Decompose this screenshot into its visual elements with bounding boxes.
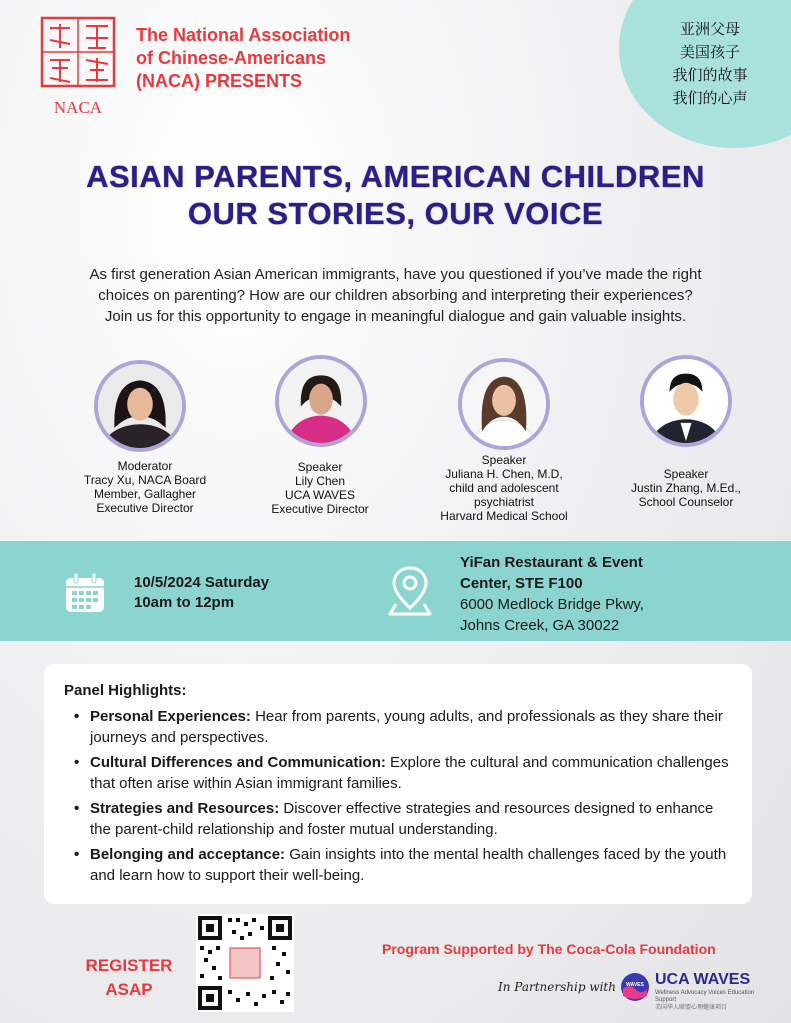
highlight-title: Cultural Differences and Communication: bbox=[90, 754, 386, 771]
speaker-line: Executive Director bbox=[271, 502, 369, 516]
speaker-caption-lily bbox=[220, 460, 420, 516]
speaker-line: Harvard Medical School bbox=[440, 509, 568, 523]
speaker-line: Executive Director bbox=[96, 501, 194, 515]
chinese-title bbox=[650, 18, 770, 110]
uca-waves-logo-icon bbox=[620, 972, 650, 1002]
panel-highlights-list bbox=[72, 706, 732, 890]
location-pin-icon bbox=[386, 564, 434, 618]
speaker-role: Moderator bbox=[117, 459, 173, 473]
panel-title: Panel Highlights: bbox=[64, 682, 187, 699]
uca-waves-badge: WAVES bbox=[626, 982, 644, 988]
speaker-line: Member, Gallagher bbox=[93, 487, 197, 501]
list-item bbox=[72, 752, 732, 794]
list-item bbox=[72, 706, 732, 748]
highlight-title: Strategies and Resources: bbox=[90, 800, 280, 817]
registration-qr-code[interactable] bbox=[196, 914, 294, 1012]
chinese-line: 我们的心声 bbox=[672, 89, 748, 107]
partnership-text: In Partnership with bbox=[498, 980, 616, 994]
speaker-role: Speaker bbox=[663, 467, 709, 481]
partner-subtitle-en: Wellness Advocacy Voices Education Support bbox=[655, 990, 755, 1003]
intro-line: As first generation Asian American immigrants, have you questioned if you’ve made the right bbox=[89, 266, 702, 283]
event-title bbox=[20, 158, 771, 232]
venue-address: 6000 Medlock Bridge Pkwy, bbox=[460, 596, 644, 613]
chinese-line: 美国孩子 bbox=[679, 43, 740, 61]
speaker-photo-justin bbox=[640, 355, 732, 447]
speaker-role: Speaker bbox=[297, 460, 343, 474]
event-date-time bbox=[134, 573, 269, 613]
org-title-line: The National Association bbox=[136, 25, 351, 45]
partner-name: UCA WAVES bbox=[655, 971, 751, 988]
intro-paragraph bbox=[40, 264, 751, 327]
partner-subtitle bbox=[655, 990, 775, 1011]
speaker-caption-justin bbox=[586, 467, 786, 509]
event-venue bbox=[460, 552, 644, 636]
venue-name: YiFan Restaurant & Event bbox=[460, 554, 643, 571]
org-title-line: of Chinese-Americans bbox=[136, 48, 327, 68]
highlight-title: Belonging and acceptance: bbox=[90, 846, 286, 863]
list-item bbox=[72, 798, 732, 840]
speaker-caption-tracy bbox=[40, 459, 250, 515]
org-title bbox=[136, 24, 426, 93]
chinese-line: 亚洲父母 bbox=[679, 20, 740, 38]
highlight-text: Hear from parents, young adults, and professionals as they share their journeys and perspectives. bbox=[90, 708, 723, 746]
register-line: ASAP bbox=[105, 980, 153, 999]
speaker-photo-juliana bbox=[458, 358, 550, 450]
partner-subtitle-zh: 美国华人联盟心理健康项目 bbox=[655, 1004, 728, 1011]
speaker-line: Juliana H. Chen, M.D, bbox=[445, 467, 563, 481]
highlight-text: Explore the cultural and communication challenges that often arise within Asian immigrant families. bbox=[90, 754, 729, 792]
speaker-line: Tracy Xu, NACA Board bbox=[83, 473, 207, 487]
speaker-line: psychiatrist bbox=[473, 495, 535, 509]
org-title-line: (NACA) PRESENTS bbox=[136, 71, 303, 91]
highlight-text: Gain insights into the mental health challenges faced by the youth and learn how to support their well-being. bbox=[90, 846, 727, 884]
list-item bbox=[72, 844, 732, 886]
event-title-line2: OUR STORIES, OUR VOICE bbox=[187, 196, 604, 231]
highlight-title: Personal Experiences: bbox=[90, 708, 251, 725]
speaker-caption-juliana bbox=[404, 453, 604, 523]
intro-line: Join us for this opportunity to engage in meaningful dialogue and gain valuable insights. bbox=[104, 308, 687, 325]
chinese-line: 我们的故事 bbox=[672, 66, 748, 84]
register-line: REGISTER bbox=[85, 956, 173, 975]
calendar-icon bbox=[64, 572, 106, 614]
speaker-line: Justin Zhang, M.Ed., bbox=[630, 481, 742, 495]
speaker-photo-lily bbox=[275, 355, 367, 447]
speaker-line: UCA WAVES bbox=[284, 488, 355, 502]
event-date: 10/5/2024 Saturday bbox=[134, 574, 270, 591]
event-title-line1: ASIAN PARENTS, AMERICAN CHILDREN bbox=[86, 159, 705, 194]
venue-suite: Center, STE F100 bbox=[460, 575, 583, 592]
naca-logo bbox=[38, 14, 118, 118]
venue-city: Johns Creek, GA 30022 bbox=[460, 617, 620, 634]
sponsor-text: Program Supported by The Coca-Cola Foundation bbox=[382, 941, 716, 957]
highlight-text: Discover effective strategies and resources designed to enhance the parent-child relationship and foster mutual understanding. bbox=[90, 800, 714, 838]
intro-line: choices on parenting? How are our children absorbing and interpreting their experiences? bbox=[98, 287, 693, 304]
speaker-role: Speaker bbox=[481, 453, 527, 467]
logo-text: NACA bbox=[53, 98, 103, 117]
register-label bbox=[70, 954, 188, 1002]
speaker-line: child and adolescent bbox=[449, 481, 559, 495]
event-time: 10am to 12pm bbox=[134, 594, 235, 611]
speaker-photo-tracy bbox=[94, 360, 186, 452]
speaker-line: School Counselor bbox=[638, 495, 734, 509]
speaker-line: Lily Chen bbox=[294, 474, 346, 488]
